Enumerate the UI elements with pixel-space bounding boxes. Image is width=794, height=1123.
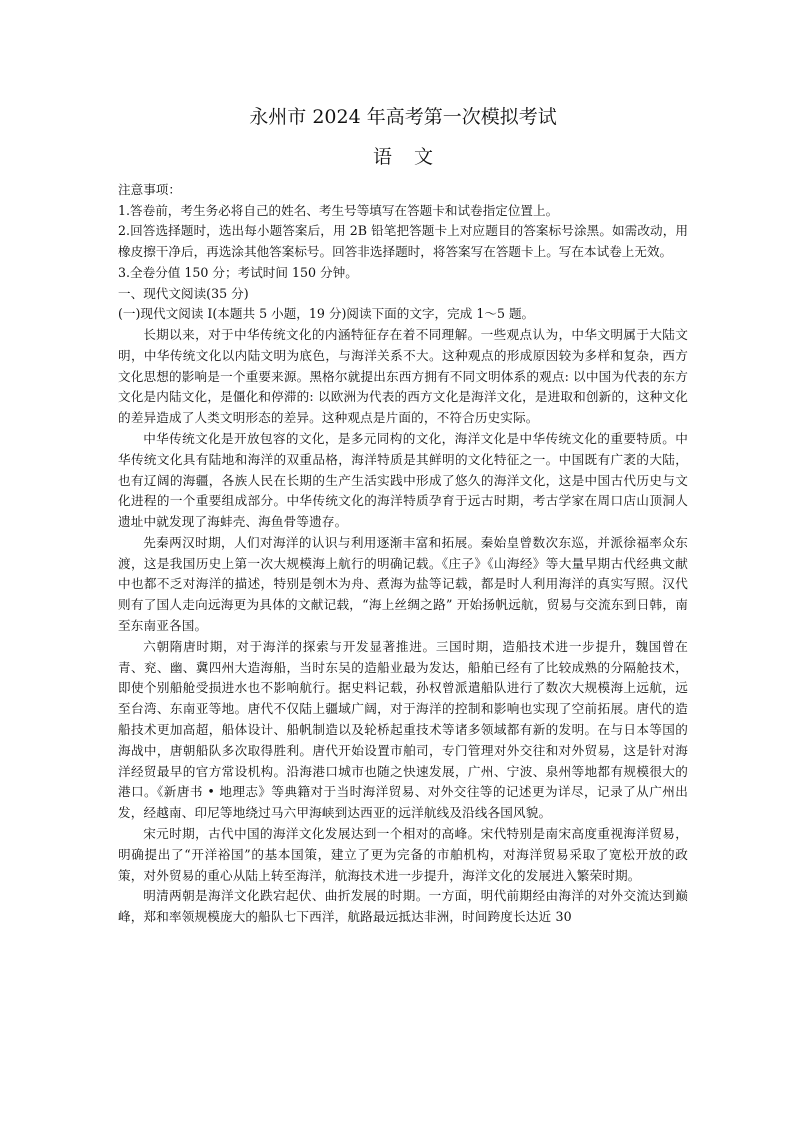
- passage-paragraph-4: 六朝隋唐时期，对于海洋的探索与开发显著推进。三国时期，造船技术进一步提升，魏国曾在青、兖、幽、冀四州大造海船，当时东吴的造船业最为发达，船舶已经有了比较成熟的分隔舱技术，即使个别船舱受损进水也不影响航行。据史料记载，孙权曾派遣船队进行了数次大规模海上远航，远至台湾、东南亚等地。唐代不仅陆上疆域广阔，对于海洋的控制和影响也实现了空前拓展。唐代的造船技术更加高超，船体设计、船帆制造以及轮桥起重技术等诸多领域都有新的发明。在与日本等国的海战中，唐朝船队多次取得胜利。唐代开始设置市舶司，专门管理对外交往和对外贸易，这是针对海洋经贸最早的官方常设机构。沿海港口城市也随之快速发展，广州、宁波、泉州等地都有规模很大的港口。《新唐书 • 地理志》等典籍对于当时海洋贸易、对外交往等的记述更为详尽，记录了从广州出发，经越南、印尼等地绕过马六甲海峡到达西亚的远洋航线及沿线各国风貌。: [118, 638, 688, 821]
- section-heading: 一、现代文阅读(35 分): [118, 285, 249, 301]
- notice-item-2: 2.回答选择题时，选出每小题答案后，用 2B 铅笔把答题卡上对应题目的答案标号涂黑。如需改动，用橡皮擦干净后，再选涂其他答案标号。回答非选择题时，将答案写在答题卡上。写在本试卷上无效。: [118, 223, 688, 260]
- notice-item-1: 1.答卷前，考生务必将自己的姓名、考生号等填写在答题卡和试卷指定位置上。: [118, 202, 559, 218]
- notice-item-3: 3.全卷分值 150 分；考试时间 150 分钟。: [118, 264, 358, 280]
- notice-heading: 注意事项：: [118, 182, 181, 197]
- exam-title: 永州市 2024 年高考第一次模拟考试: [249, 106, 557, 128]
- subsection-heading: (一)现代文阅读 I(本题共 5 小题，19 分)阅读下面的文字，完成 1～5 题。: [118, 306, 535, 322]
- passage-paragraph-2: 中华传统文化是开放包容的文化，是多元同构的文化，海洋文化是中华传统文化的重要特质。中华传统文化具有陆地和海洋的双重品格，海洋特质是其鲜明的文化特征之一。中国既有广袤的大陆，也有辽阔的海疆，各族人民在长期的生产生活实践中形成了悠久的海洋文化，这是中国古代历史与文化进程的一个重要组成部分。中华传统文化的海洋特质孕育于远古时期，考古学家在周口店山顶洞人遗址中就发现了海蚌壳、海鱼骨等遗存。: [118, 430, 688, 530]
- passage-paragraph-5: 宋元时期，古代中国的海洋文化发展达到一个相对的高峰。宋代特别是南宋高度重视海洋贸易，明确提出了“开洋裕国”的基本国策，建立了更为完备的市舶机构，对海洋贸易采取了宽松开放的政策，对外贸易的重心从陆上转至海洋，航海技术进一步提升，海洋文化的发展进入繁荣时期。: [118, 826, 688, 883]
- passage-paragraph-1: 长期以来，对于中华传统文化的内涵特征存在着不同理解。一些观点认为，中华文明属于大陆文明，中华传统文化以内陆文明为底色，与海洋关系不大。这种观点的形成原因较为多样和复杂，西方文化思想的影响是一个重要来源。黑格尔就提出东西方拥有不同文明体系的观点: 以中国为代表的东方文化是内陆文化，是僵化和停滞的: 以欧洲为代表的西方文化是海洋文化，是进取和创新的，这种文化的差异造成了人类文明形态的差异。这种观点是片面的，不符合历史实际。: [118, 326, 688, 426]
- passage-paragraph-3: 先秦两汉时期，人们对海洋的认识与利用逐渐丰富和拓展。秦始皇曾数次东巡，并派徐福率众东渡，这是我国历史上第一次大规模海上航行的明确记载。《庄子》《山海经》等大量早期古代经典文献中也都不乏对海洋的描述，特别是刳木为舟、煮海为盐等记载，都是时人利用海洋的真实写照。汉代则有了国人走向远海更为具体的文献记载，“海上丝绸之路” 开始扬帆远航，贸易与交流东到日韩，南至东南亚各国。: [118, 534, 688, 634]
- passage-paragraph-6: 明清两朝是海洋文化跌宕起伏、曲折发展的时期。一方面，明代前期经由海洋的对外交流达到巅峰，郑和率领规模庞大的船队七下西洋，航路最远抵达非洲，时间跨度长达近 30: [118, 888, 688, 925]
- subject-title: 语文: [372, 146, 455, 168]
- exam-page: [118, 104, 688, 928]
